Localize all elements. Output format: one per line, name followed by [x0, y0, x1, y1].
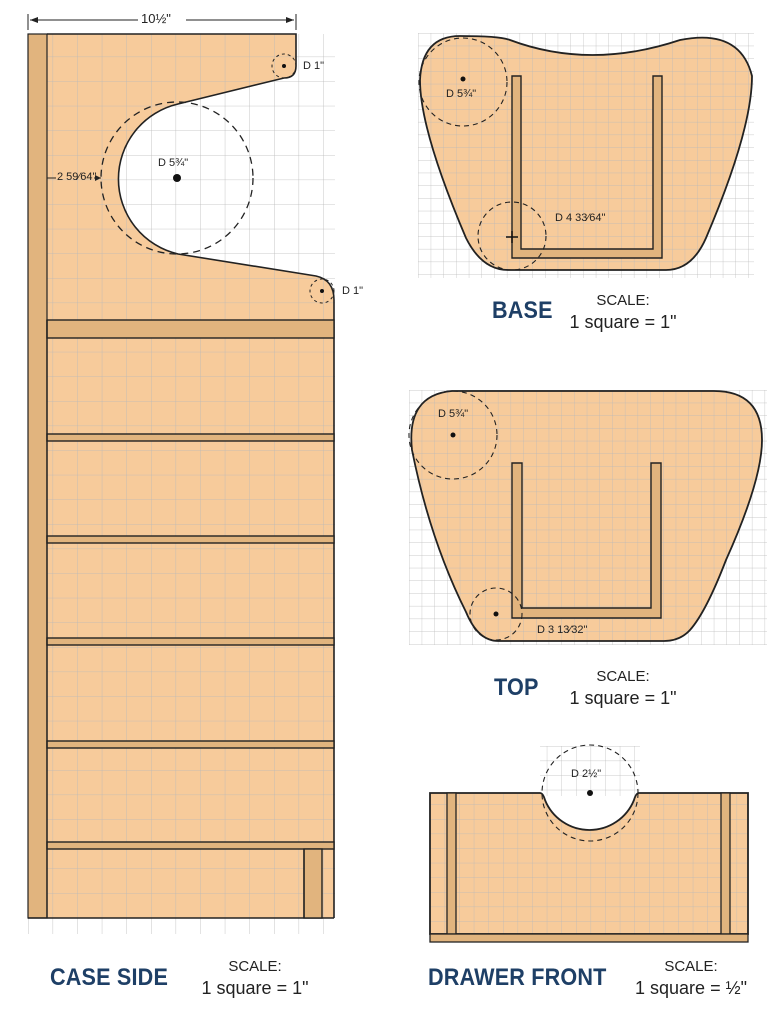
base-drawing [418, 33, 754, 278]
base-scale-value: 1 square = 1" [569, 312, 677, 332]
case-side-scale-label: SCALE: [228, 958, 282, 975]
case-side-bottom-corner-label: D 1" [342, 285, 364, 297]
case-side-scale-value: 1 square = 1" [201, 978, 309, 998]
base-slot-label: D 4 33⁄64" [555, 212, 606, 224]
base-scale-label: SCALE: [596, 292, 650, 309]
case-side-edge-band [28, 34, 47, 918]
case-side-offset-label: 2 59⁄64" [57, 171, 97, 183]
top-scale-label: SCALE: [596, 668, 650, 685]
drawer-pull-label: D 2½" [571, 768, 602, 780]
base-title: BASE [492, 297, 553, 324]
top-drawing [409, 390, 767, 645]
top-scale-value: 1 square = 1" [569, 688, 677, 708]
drawer-front-title: DRAWER FRONT [428, 964, 607, 991]
drawer-front-scale-label: SCALE: [664, 958, 718, 975]
case-side-top-corner-label: D 1" [303, 60, 325, 72]
case-side-large-hole-label: D 5¾" [158, 157, 189, 169]
top-slot-label: D 3 13⁄32" [537, 624, 588, 636]
case-side-title: CASE SIDE [50, 964, 169, 991]
top-title: TOP [494, 674, 539, 701]
case-side-width-label: 10½" [141, 11, 171, 26]
base-corner-label: D 5¾" [446, 88, 477, 100]
top-corner-label: D 5¾" [438, 408, 469, 420]
drawer-front-scale-value: 1 square = ½" [635, 978, 747, 998]
case-side-drawing [28, 14, 335, 934]
